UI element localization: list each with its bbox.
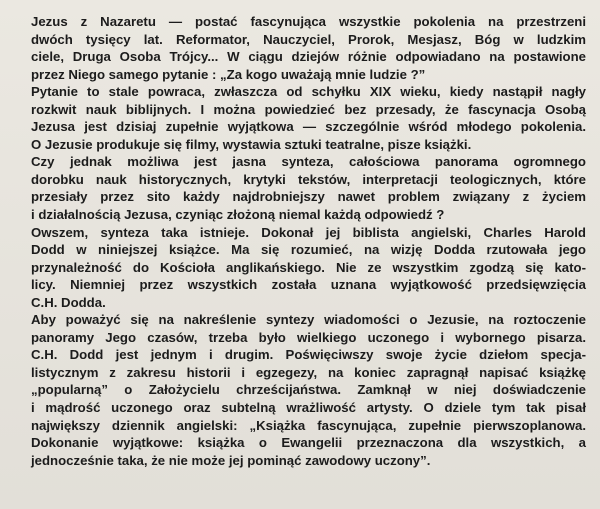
text-line: Czy jednak możliwa jest jasna synteza, całościowa panorama ogromnego	[31, 154, 586, 170]
text-line: Dokonanie wyjątkowe: książka o Ewangelii przeznaczona dla wszystkich, a	[31, 435, 586, 451]
text-line: i działalnością Jezusa, czyniąc złożoną niemal każdą odpowiedź ?	[31, 207, 445, 223]
text-line: jednocześnie taka, że nie może jej pominąć zawodowy uczony”.	[31, 452, 431, 468]
text-line: licy. Niemniej przez wszystkich została uznana wyjątkowość przedsięwzięcia	[31, 277, 586, 293]
text-line: przynależność do Kościoła anglikańskiego. Nie ze wszystkim zgodzą się kato-	[31, 259, 586, 275]
text-line: Pytanie to stale powraca, zwłaszcza od schyłku XIX wieku, kiedy nastąpił nagły	[31, 84, 586, 100]
text-line: Owszem, synteza taka istnieje. Dokonał jej biblista angielski, Charles Harold	[31, 224, 586, 240]
text-line: ciele, Druga Osoba Trójcy... W ciągu dziejów różnie odpowiadano na postawione	[31, 49, 586, 65]
text-line: największy dziennik angielski: „Książka fascynująca, zupełnie pierwszoplanowa.	[31, 417, 586, 433]
text-line: listycznym z zakresu historii i egzegezy, na koniec zapragnął napisać książkę	[31, 364, 586, 380]
text-line: C.H. Dodda.	[31, 294, 106, 310]
text-line: panoramy Jego czasów, trzeba było wielkiego uczonego i wybornego pisarza.	[31, 329, 586, 345]
text-line: przesiały przez sito każdy najdrobniejszy nawet problem związany z życiem	[31, 189, 586, 205]
text-line: rozkwit nauk biblijnych. I można powiedzieć bez przesady, że fascynacja Osobą	[31, 101, 586, 117]
text-line: O Jezusie produkuje się filmy, wystawia sztuki teatralne, pisze książki.	[31, 136, 472, 152]
text-line: Jezusa jest dzisiaj zupełnie wyjątkowa — szczególnie wśród młodego pokolenia.	[31, 119, 586, 135]
text-line: C.H. Dodd jest jednym i drugim. Poświęciwszy swoje życie dziełom specja-	[31, 347, 586, 363]
text-line: Dodd w niniejszej książce. Ma się rozumieć, na wizję Dodda rzutowała jego	[31, 242, 586, 258]
text-line: i mądrość uczonego oraz subtelną wrażliwość artysty. O dziele tym tak pisał	[31, 400, 586, 416]
text-line: dorobku nauk historycznych, krytyki tekstów, interpretacji teologicznych, które	[31, 171, 586, 187]
text-line: dwóch tysięcy lat. Reformator, Nauczyciel, Prorok, Mesjasz, Bóg w ludzkim	[31, 31, 586, 47]
text-line: Aby poważyć się na nakreślenie syntezy wiadomości o Jezusie, na roztoczenie	[31, 312, 586, 328]
text-line: „popularną” o Założycielu chrześcijaństwa. Zamknął w niej doświadczenie	[31, 382, 586, 398]
text-line: przez Niego samego pytanie : „Za kogo uważają mnie ludzie ?”	[31, 66, 426, 82]
body-text	[31, 13, 586, 469]
text-line: Jezus z Nazaretu — postać fascynująca wszystkie pokolenia na przestrzeni	[31, 14, 586, 29]
